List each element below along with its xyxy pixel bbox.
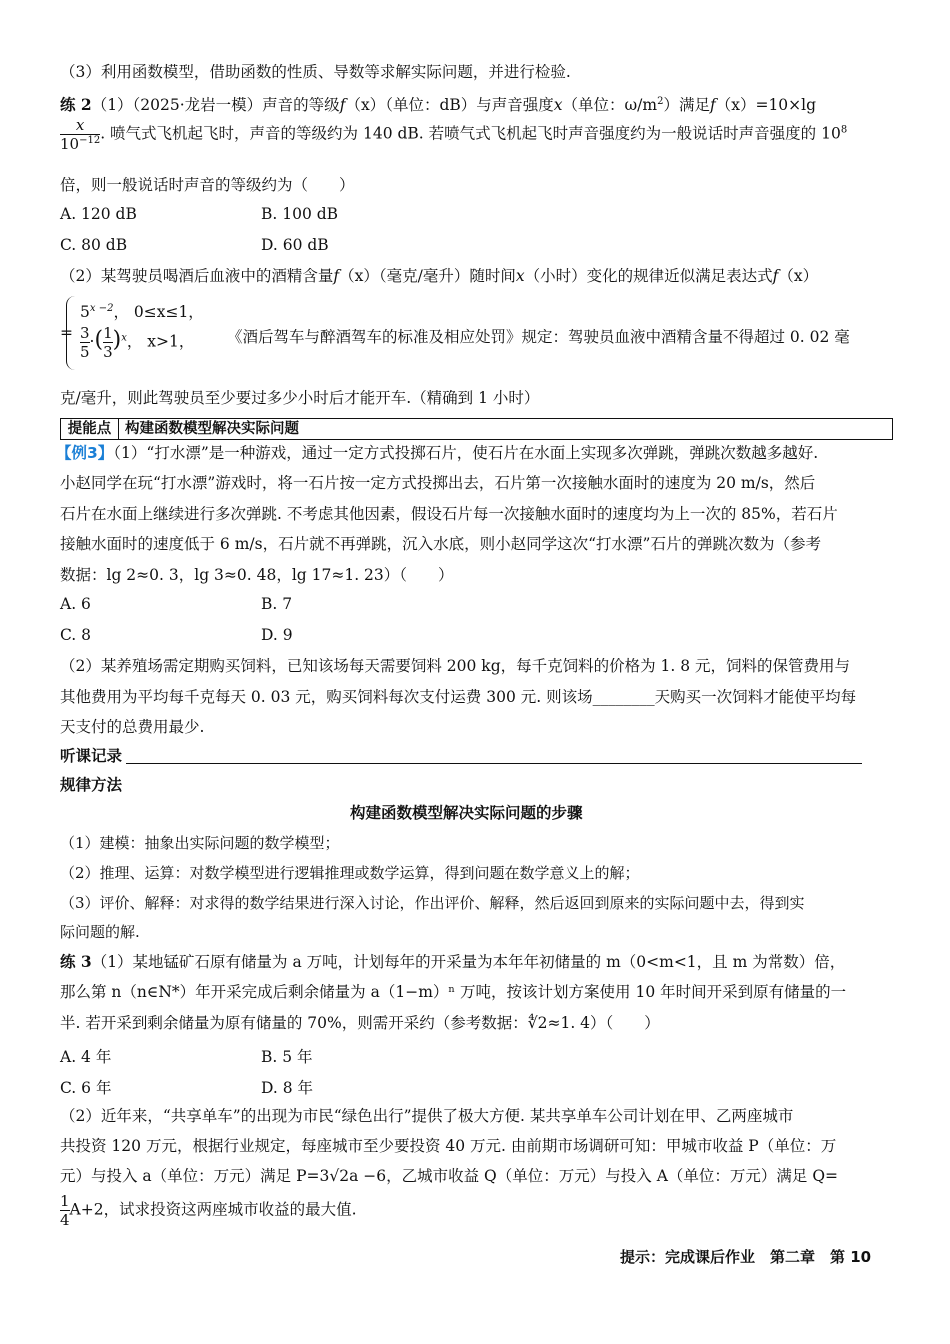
practice-3-line-1: 练 3（1）某地锰矿石原有储量为 a 万吨，计划每年的开采量为本年年初储量的 m（0<m<1，且 m 为常数）倍， [60,952,846,971]
practice-2-line-2: $\frac{x}{10^{-12}}$ . 喷气式飞机起飞时，声音的等级约为 140 dB. 若喷气式飞机起飞时声音强度约为一般说话时声音强度的 $10^8$ [60,116,848,153]
option-c: C. 80 dB [60,236,128,254]
example-3-line-2: 小赵同学在玩“打水漂”游戏时，将一石片按一定方式投掷出去，石片第一次接触水面时的速度为 20 m/s，然后 [60,474,816,492]
option-a: A. 4 年 [60,1048,112,1066]
fraction-one-quarter: $\frac{1}{4}$ [60,1192,70,1229]
equals-sign: = [60,324,73,342]
practice-2-line-1: 练 2（1）（2025·龙岩一模）声音的等级f（x）（单位：dB）与声音强度x（单位：$\omega/m^2$）满足f（x）=10×lg [60,95,817,114]
option-a: A. 6 [60,595,91,613]
example-3-line-5: 数据：lg 2≈0. 3，lg 3≈0. 48，lg 17≈1. 23）（ ） [60,566,454,584]
piecewise-case-2: $\frac{3}{5}$ ·( $\frac{1}{3}$ )$^x$， x>1， [80,324,195,361]
option-c: C. 6 年 [60,1079,112,1097]
steps-title: 构建函数模型解决实际问题的步骤 [350,804,583,822]
practice-3-line-2: 那么第 n（n∈N*）年开采完成后剩余储量为 a（1−m）ⁿ 万吨，按该计划方案使用 10 年时间开采到原有储量的一 [60,983,847,1001]
piecewise-brace [66,296,75,370]
method-step-3: （3）利用函数模型，借助函数的性质、导数等求解实际问题，并进行检验. [60,63,571,81]
footer: 提示：完成课后作业 第二章 第 10 [620,1248,872,1266]
option-d: D. 8 年 [261,1079,314,1097]
practice-3-part-2-line-1: （2）近年来，“共享单车”的出现为市民“绿色出行”提供了极大方便. 某共享单车公司计划在甲、乙两座城市 [60,1107,794,1125]
practice-2-part-2-line-3: 克/毫升，则此驾驶员至少要过多少小时后才能开车.（精确到 1 小时） [60,389,540,407]
section-title: 构建函数模型解决实际问题 [125,421,299,437]
step-2: （2）推理、运算：对数学模型进行逻辑推理或数学运算，得到问题在数学意义上的解； [60,864,640,882]
option-c: C. 8 [60,626,92,644]
notes-underline [126,763,862,764]
option-a: A. 120 dB [60,205,137,223]
practice-3-part-2-line-3: 元）与投入 a（单位：万元）满足 P=3√2a −6，乙城市收益 Q（单位：万元）与投入 A（单位：万元）满足 Q= [60,1167,839,1185]
option-b: B. 100 dB [261,205,339,223]
example-3-line-1: 【例3】（1）“打水漂”是一种游戏，通过一定方式投掷石片，使石片在水面上实现多次弹跳，弹跳次数越多越好. [56,444,819,462]
practice-3-part-2-line-4: $\frac{1}{4}$ A+2，试求投资这两座城市收益的最大值. [60,1192,357,1229]
option-b: B. 5 年 [261,1048,313,1066]
section-tag: 提能点 [61,419,119,439]
step-3-line-2: 际问题的解. [60,923,140,941]
notes-label: 听课记录 [60,747,123,765]
option-d: D. 60 dB [261,236,329,254]
practice-3-part-2-line-2: 共投资 120 万元，根据行业规定，每座城市至少要投资 40 万元. 由前期市场调研可知：甲城市收益 P（单位：万 [60,1137,837,1155]
piecewise-case-1: $5^{x -2}$， 0≤x≤1， [80,302,204,321]
example-3-line-4: 接触水面时的速度低于 6 m/s，石片就不再弹跳，沉入水底，则小赵同学这次“打水漂”石片的弹跳次数为（参考 [60,535,821,553]
step-3-line-1: （3）评价、解释：对求得的数学结果进行深入讨论，作出评价、解释，然后返回到原来的实际问题中去，得到实 [60,894,805,912]
practice-2-part-2-line-2: 《酒后驾车与醉酒驾车的标准及相应处罚》规定：驾驶员血液中酒精含量不得超过 0. 02 毫 [227,328,850,346]
example-3-line-3: 石片在水面上继续进行多次弹跳. 不考虑其他因素，假设石片每一次接触水面时的速度均为上一次的 85%，若石片 [60,505,838,523]
section-header-box [60,418,893,440]
practice-3-line-3: 半. 若开采到剩余储量为原有储量的 70%，则需开采约（参考数据：∜2≈1. 4）（ ） [60,1014,660,1032]
example-3-part-2-line-2: 其他费用为平均每千克每天 0. 03 元，购买饲料每次支付运费 300 元. 则该场________天购买一次饲料才能使平均每 [60,688,857,706]
practice-2-line-3: 倍，则一般说话时声音的等级约为（ ） [60,176,355,194]
example-3-part-2-line-3: 天支付的总费用最少. [60,718,205,736]
example-3-part-2-line-1: （2）某养殖场需定期购买饲料，已知该场每天需要饲料 200 kg，每千克饲料的价格为 1. 8 元，饲料的保管费用与 [60,657,851,675]
step-1: （1）建模：抽象出实际问题的数学模型； [60,834,340,852]
option-b: B. 7 [261,595,293,613]
option-d: D. 9 [261,626,293,644]
method-label: 规律方法 [60,776,123,794]
practice-2-part-2-line-1: （2）某驾驶员喝酒后血液中的酒精含量f（x）（毫克/毫升）随时间x（小时）变化的规律近似满足表达式f（x） [60,267,819,285]
fraction-x-over-10: $\frac{x}{10^{-12}}$ [60,116,101,153]
example-3-tag: 【例3】 [56,444,114,462]
